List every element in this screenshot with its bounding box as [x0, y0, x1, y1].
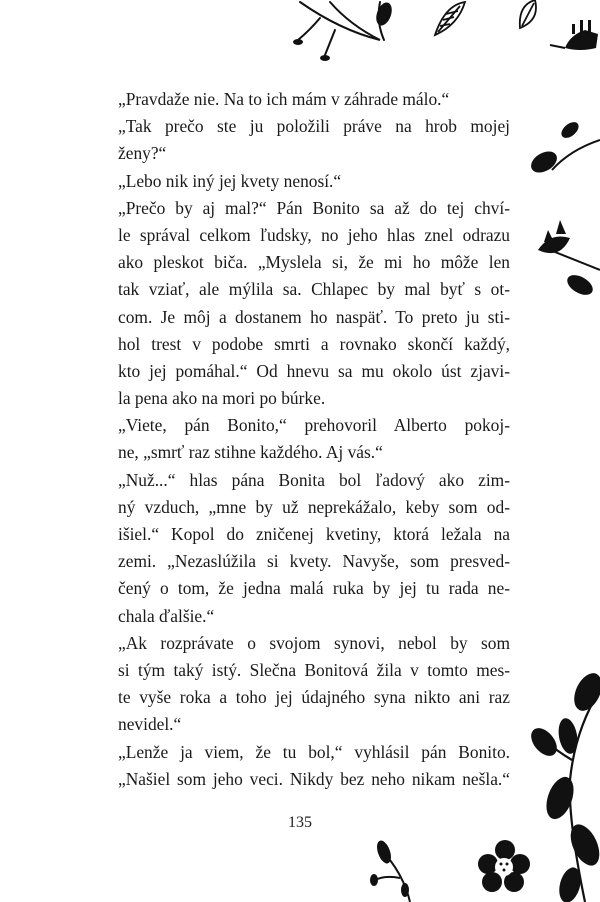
text-line: „Pravdaže nie. Na to ich mám v záhrade málo.“ [118, 89, 450, 109]
text-line: nevidel.“ [118, 714, 182, 735]
top-botanical-illustration [280, 0, 600, 70]
text-line: išiel.“ Kopol do zničenej kvetiny, ktorá ležala na [118, 524, 510, 544]
text-line: „Lebo nik iný jej kvety nenosí.“ [118, 170, 342, 191]
text-line: zemi. „Nezaslúžila si kvety. Navyše, som presved- [118, 551, 510, 572]
text-line: ne, „smrť raz stihne každého. Aj vás.“ [118, 442, 383, 463]
text-line: si tým taký istý. Slečna Bonitová žila v tomto mes- [118, 659, 510, 680]
text-line: ako pleskot biča. „Myslela si, že mi ho môže len [118, 252, 510, 273]
bottom-right-botanical-illustration [530, 670, 600, 902]
flower-icon [478, 840, 530, 892]
prose-text [118, 86, 510, 793]
text-line: hol trest v podobe smrti a rovnako skončí každý, [118, 333, 510, 354]
text-line: ženy?“ [118, 143, 167, 164]
text-line: te vyše roka a toho jej údajného syna nikto ani raz [118, 687, 510, 708]
text-line: „Lenže ja viem, že tu bol,“ vyhlásil pán Bonito. [118, 741, 510, 762]
text-line: „Tak prečo ste ju položili práve na hrob mojej [118, 116, 510, 137]
text-line: čený o tom, že jedna malá ruka by jej tu rada ne- [118, 578, 510, 599]
text-line: kto jej pomáhal.“ Od hnevu sa mu okolo úst zjavi- [118, 360, 510, 381]
right-side-botanical-illustration [530, 110, 600, 330]
text-line: ný vzduch, „mne by už neprekážalo, keby som od- [118, 496, 510, 517]
text-line: „Viete, pán Bonito,“ prehovoril Alberto pokoj- [118, 415, 510, 436]
text-line: „Nuž...“ hlas pána Bonita bol ľadový ako zim- [118, 469, 510, 490]
text-line: „Prečo by aj mal?“ Pán Bonito sa až do tej chví- [118, 197, 510, 218]
text-line: com. Je môj a dostanem ho naspäť. To preto ju sti- [118, 306, 510, 327]
text-line: chala ďalšie.“ [118, 605, 215, 626]
bottom-flower-illustration [370, 830, 540, 902]
text-line: „Našiel som jeho veci. Nikdy bez neho nikam nešla.“ [118, 768, 510, 789]
text-line: „Ak rozprávate o svojom synovi, nebol by som [118, 632, 510, 653]
text-line: le správal celkom ľudsky, no jeho hlas znel odrazu [118, 224, 510, 245]
text-line: la pena ako na mori po búrke. [118, 388, 326, 409]
text-line: tak vziať, ale mýlila sa. Chlapec by mal byť s ot- [118, 279, 510, 300]
page-number: 135 [288, 814, 312, 831]
